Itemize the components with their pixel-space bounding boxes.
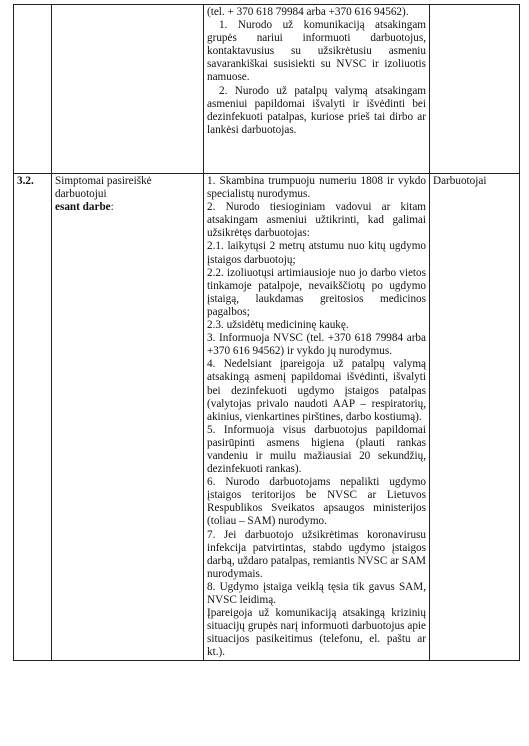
number-cell (14, 5, 52, 174)
paragraph: 1. Skambina trumpuoju numeriu 1808 ir vykdo specialistų nurodymus. (207, 175, 426, 201)
procedure-table (13, 4, 520, 661)
table-row (14, 174, 520, 661)
paragraph: 2.3. užsidėtų medicininę kaukę. (207, 319, 349, 332)
paragraph: 5. Informuoja visus darbuotojus papildomai pasirūpinti asmens higiena (plauti rankas vandeniu ir muilu mažiausiai 20 sekundžių, dezinfekuoti rankas). (207, 423, 426, 476)
paragraph: 8. Ugdymo įstaiga veiklą tęsia tik gavus SAM, NVSC leidimą. (207, 580, 426, 606)
paragraph: 2. Nurodo už patalpų valymą atsakingam asmeniui papildomai išvalyti ir išvėdinti bei dezinfekuoti patalpas, kuriose prieš tai dirbo ar lankėsi darbuotojas. (207, 84, 426, 136)
title-cell (52, 5, 204, 174)
responsible-cell: Darbuotojai (430, 174, 520, 661)
paragraph: 2. Nurodo tiesioginiam vadovui ar kitam atsakingam asmeniui užtikrinti, kad galimai užsikrėtęs darbuotojas: (207, 201, 426, 240)
paragraph: Įpareigoja už komunikaciją atsakingą krizinių situacijų grupės narį informuoti darbuotojus apie situacijos pasikeitimus (telefonu, el. paštu ar kt.). (207, 607, 426, 659)
paragraph: 1. Nurodo už komunikaciją atsakingam grupės nariui informuoti darbuotojus, kontaktavusius su užsikrėtusiu asmeniu savarankiškai susisiekti su NVSC ir izoliuotis namuose. (207, 19, 426, 84)
description-cell (204, 174, 430, 661)
responsible-cell (430, 5, 520, 174)
row-number: 3.2. (14, 174, 52, 661)
row-title-bold: esant darbe (55, 201, 111, 214)
paragraph: 2.2. izoliuotųsi artimiausioje nuo jo darbo vietos tinkamoje patalpoje, nevaikščiotų po ugdymo įstaigą, laukdamas greitosios medicinos pagalbos; (207, 266, 426, 318)
row-title-colon: : (110, 201, 114, 214)
table-row (14, 5, 520, 174)
paragraph: 3. Informuoja NVSC (tel. +370 618 79984 arba +370 616 94562) ir vykdo jų nurodymus. (207, 332, 426, 358)
row-title: Simptomai pasireiškė darbuotojui (55, 175, 152, 201)
paragraph: 6. Nurodo darbuotojams nepalikti ugdymo įstaigos teritorijos be NVSC ar Lietuvos Respublikos Sveikatos apsaugos ministerijos (toliau – SAM) nurodymo. (207, 476, 426, 528)
paragraph: 2.1. laikytųsi 2 metrų atstumu nuo kitų ugdymo įstaigos darbuotojų; (207, 240, 426, 266)
paragraph: (tel. + 370 618 79984 arba +370 616 94562). (207, 6, 409, 18)
title-cell (52, 174, 204, 661)
paragraph: 7. Jei darbuotojo užsikrėtimas koronavirusu infekcija patvirtintas, stabdo ugdymo įstaigos darbą, uždaro patalpas, remiantis NVSC ar SAM nurodymais. (207, 528, 426, 580)
paragraph: 4. Nedelsiant įpareigoja už patalpų valymą atsakingą asmenį papildomai išvėdinti, išvalyti bei dezinfekuoti ugdymo įstaigos patalpas (valytojas privalo naudoti AAP – respiratorių, akinius, vienkartines pirštines, darbo kostiumą). (207, 358, 426, 423)
description-cell (204, 5, 430, 174)
